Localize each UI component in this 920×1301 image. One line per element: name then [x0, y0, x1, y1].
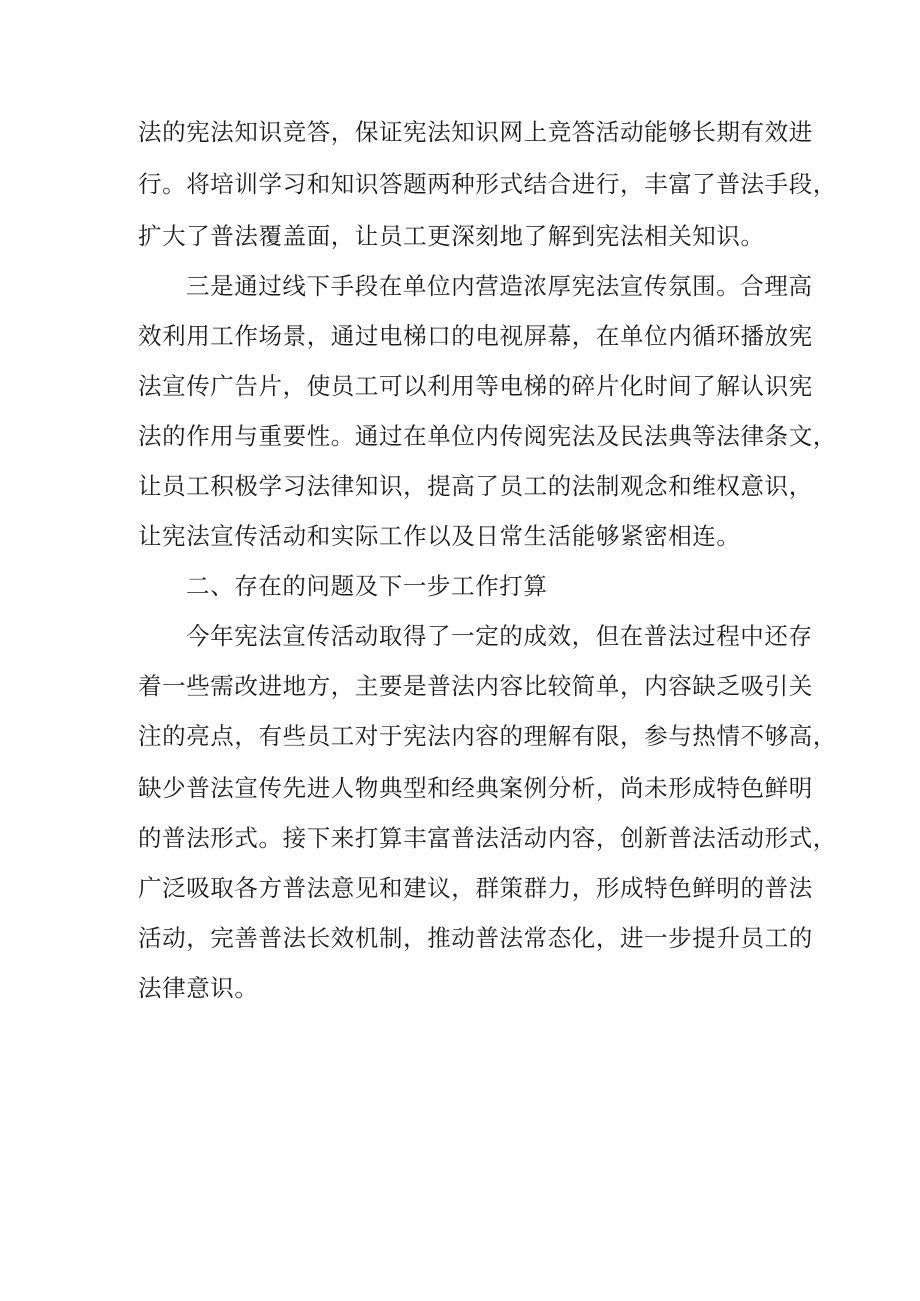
text-line: 法宣传广告片，使员工可以利用等电梯的碎片化时间了解认识宪 [138, 372, 813, 400]
text-line: 法律意识。 [138, 974, 259, 1002]
text-line: 让宪法宣传活动和实际工作以及日常生活能够紧密相连。 [138, 522, 741, 550]
text-line: 法的作用与重要性。通过在单位内传阅宪法及民法典等法律条文， [138, 422, 837, 450]
text-line: 缺少普法宣传先进人物典型和经典案例分析，尚未形成特色鲜明 [138, 774, 813, 802]
text-line: 注的亮点，有些员工对于宪法内容的理解有限，参与热情不够高， [138, 722, 837, 750]
text-line: 让员工积极学习法律知识，提高了员工的法制观念和维权意识， [138, 472, 813, 500]
text-line: 活动，完善普法长效机制，推动普法常态化，进一步提升员工的 [138, 924, 813, 952]
text-line: 着一些需改进地方，主要是普法内容比较简单，内容缺乏吸引关 [138, 672, 813, 700]
text-line: 今年宪法宣传活动取得了一定的成效，但在普法过程中还存 [186, 622, 813, 650]
text-line: 三是通过线下手段在单位内营造浓厚宪法宣传氛围。合理高 [186, 272, 813, 300]
text-line: 的普法形式。接下来打算丰富普法活动内容，创新普法活动形式， [138, 824, 837, 852]
text-line: 行。将培训学习和知识答题两种形式结合进行，丰富了普法手段， [138, 170, 837, 198]
text-line: 法的宪法知识竞答，保证宪法知识网上竞答活动能够长期有效进 [138, 118, 813, 146]
section-heading: 二、存在的问题及下一步工作打算 [186, 572, 548, 600]
text-line: 扩大了普法覆盖面，让员工更深刻地了解到宪法相关知识。 [138, 222, 765, 250]
text-line: 效利用工作场景，通过电梯口的电视屏幕，在单位内循环播放宪 [138, 322, 813, 350]
text-line: 广泛吸取各方普法意见和建议，群策群力，形成特色鲜明的普法 [138, 874, 813, 902]
